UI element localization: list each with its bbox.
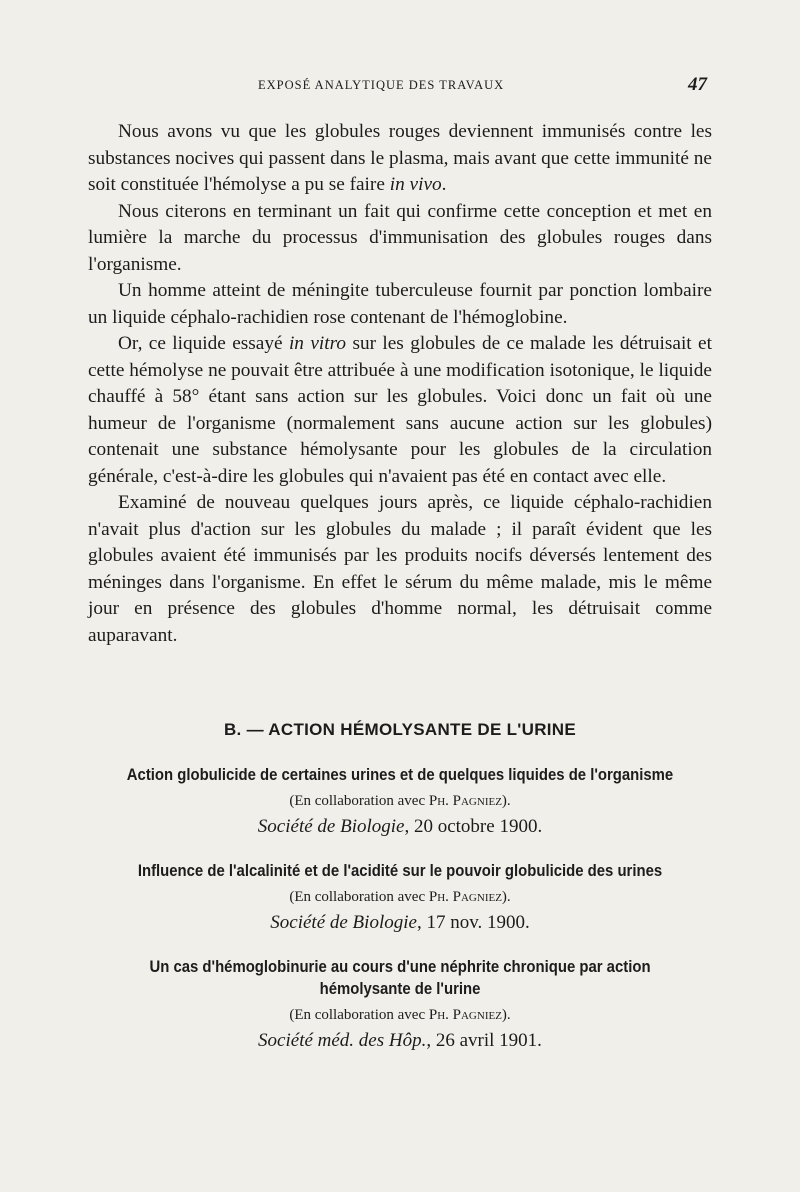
- paragraph: Un homme atteint de méningite tuberculeuse fournit par ponction lombaire un liquide céphalo-rachidien rose contenant de l'hémoglobine.: [88, 280, 712, 328]
- section-heading: B. — ACTION HÉMOLYSANTE DE L'URINE: [223, 720, 577, 739]
- collaborator-name: Ph. Pagniez: [428, 793, 502, 809]
- publication-entry: [88, 860, 712, 936]
- journal-name: Société méd. des Hôp.: [258, 1030, 427, 1051]
- publication-title: Action globulicide de certaines urines et de quelques liquides de l'organisme: [126, 766, 674, 784]
- publication-reference: [88, 909, 712, 936]
- italic-term: in vitro: [288, 333, 347, 354]
- publication-reference: [88, 1027, 712, 1054]
- publication-title: Un cas d'hémoglobinurie au cours d'une néphrite chronique par action hémolysante de l'urine: [149, 958, 651, 998]
- publication-entry: [88, 956, 712, 1054]
- publication-collaboration: (En collaboration avec Ph. Pagniez).: [289, 889, 511, 905]
- publication-date: , 26 avril 1901.: [426, 1030, 542, 1051]
- publication-collaboration: (En collaboration avec Ph. Pagniez).: [289, 793, 511, 809]
- publication-date: , 20 octobre 1900.: [404, 816, 543, 837]
- paragraph: Or, ce liquide essayé in vitro sur les globules de ce malade les détruisait et cette hémolyse ne pouvait être attribuée à une modification isotonique, le liquide chauffé à 58° étant sans action sur les globules. Voici donc un fait où une humeur de l'organisme (normalement sans aucune action sur les globules) contenait une substance hémolysante pour les globules de la circulation générale, c'est-à-dire les globules qui n'avaient pas été en contact avec elle.: [88, 333, 712, 487]
- collaborator-name: Ph. Pagniez: [428, 889, 502, 905]
- paragraph: Nous avons vu que les globules rouges deviennent immunisés contre les substances nocives qui passent dans le plasma, mais avant que cette immunité ne soit constituée l'hémolyse a pu se faire in vivo.: [88, 121, 712, 195]
- publication-reference: [88, 813, 712, 840]
- page-number: 47: [688, 74, 707, 95]
- publication-date: , 17 nov. 1900.: [416, 912, 530, 933]
- journal-name: Société de Biologie: [270, 912, 417, 933]
- publication-list: [88, 764, 712, 1074]
- italic-term: in vivo: [389, 174, 442, 195]
- publication-collaboration: (En collaboration avec Ph. Pagniez).: [289, 1007, 511, 1023]
- journal-name: Société de Biologie: [257, 816, 405, 837]
- body-text: [88, 119, 712, 649]
- paragraph: Nous citerons en terminant un fait qui confirme cette conception et met en lumière la marche du processus d'immunisation des globules rouges dans l'organisme.: [88, 200, 712, 275]
- running-head: EXPOSÉ ANALYTIQUE DES TRAVAUX: [258, 78, 505, 92]
- publication-entry: [88, 764, 712, 840]
- page-header: [0, 74, 800, 98]
- publication-title: Influence de l'alcalinité et de l'acidité sur le pouvoir globulicide des urines: [137, 862, 663, 880]
- paragraph: Examiné de nouveau quelques jours après, ce liquide céphalo-rachidien n'avait plus d'action sur les globules du malade ; il paraît évident que les globules avaient été immunisés par les produits nocifs déversés lentement des méninges dans l'organisme. En effet le sérum du même malade, mis le même jour en présence des globules d'homme normal, les détruisait comme auparavant.: [88, 492, 712, 646]
- collaborator-name: Ph. Pagniez: [428, 1007, 502, 1023]
